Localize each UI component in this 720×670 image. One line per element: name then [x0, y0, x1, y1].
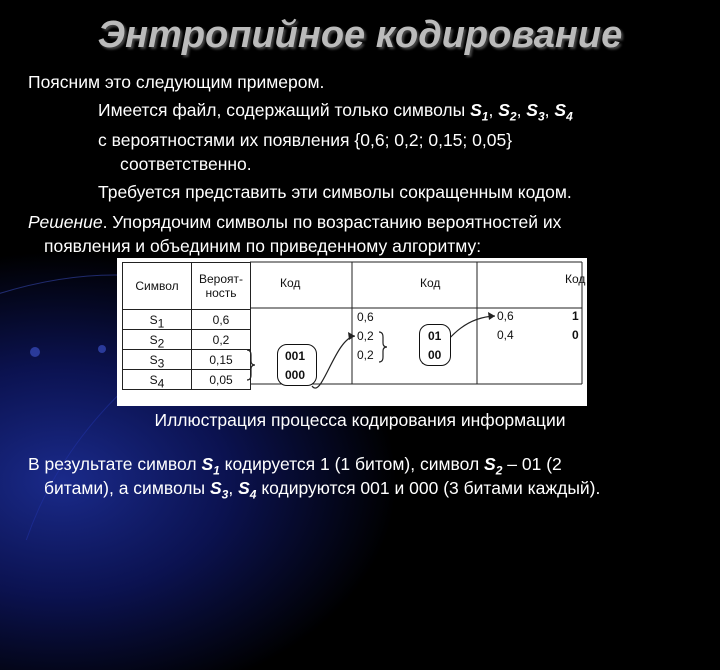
- symbol-cell: $S_3$: [123, 350, 192, 370]
- intro-line: Поясним это следующим примером.: [28, 72, 325, 92]
- stage3-value: 0,4: [497, 328, 514, 342]
- brace-symbol: [247, 350, 255, 380]
- figure-caption: Иллюстрация процесса кодирования информации: [154, 410, 566, 430]
- code-value: 000: [285, 368, 306, 382]
- header-symbol: Символ: [123, 263, 192, 310]
- coding-diagram: [117, 258, 587, 406]
- header-code-1: Код: [280, 276, 301, 290]
- header-probability: Вероят- ность: [192, 263, 251, 310]
- solution-label: Решение: [28, 212, 103, 232]
- probability-cell: 0,2: [192, 330, 251, 350]
- symbol-cell: $S_4$: [123, 370, 192, 390]
- code-value: 0: [572, 328, 579, 342]
- diagram-lines: [117, 258, 587, 406]
- symbol-cell: $S_1$: [123, 310, 192, 330]
- solution-continuation: появления и объединим по приведенному алгоритму:: [44, 236, 482, 256]
- header-code-3: Код: [565, 272, 586, 286]
- probability-cell: 0,15: [192, 350, 251, 370]
- probabilities-line: с вероятностями их появления {0,6; 0,2; 0,15; 0,05}: [98, 130, 513, 150]
- bullet-dot-decoration: [30, 347, 40, 357]
- stage2-value: 0,2: [357, 329, 374, 343]
- stage3-value: 0,6: [497, 309, 514, 323]
- code-value: 001: [285, 349, 306, 363]
- code-value: 1: [572, 309, 579, 323]
- brace-symbol: [379, 332, 387, 362]
- slide-title: Энтропийное кодирование: [97, 14, 623, 56]
- file-symbols-line: Имеется файл, содержащий только символы $S_1$, $S_2$, $S_3$, $S_4$: [98, 100, 573, 124]
- code-value: 00: [428, 348, 442, 362]
- solution-line: Решение. Упорядочим символы по возрастанию вероятностей их: [28, 212, 562, 232]
- task-line: Требуется представить эти символы сокращенным кодом.: [98, 182, 572, 202]
- symbol-cell: $S_2$: [123, 330, 192, 350]
- result-line-2: битами), а символы $S_3$, $S_4$ кодируются 001 и 000 (3 битами каждый).: [44, 478, 601, 502]
- arrow-line: [312, 336, 355, 388]
- code-value: 01: [428, 329, 442, 343]
- stage2-value: 0,6: [357, 310, 374, 324]
- header-code-2: Код: [420, 276, 441, 290]
- probability-cell: 0,05: [192, 370, 251, 390]
- stage2-value: 0,2: [357, 348, 374, 362]
- probability-cell: 0,6: [192, 310, 251, 330]
- respectively-line: соответственно.: [120, 154, 252, 174]
- result-line-1: В результате символ $S_1$ кодируется 1 (1 битом), символ $S_2 - 01$ (2: [28, 454, 562, 478]
